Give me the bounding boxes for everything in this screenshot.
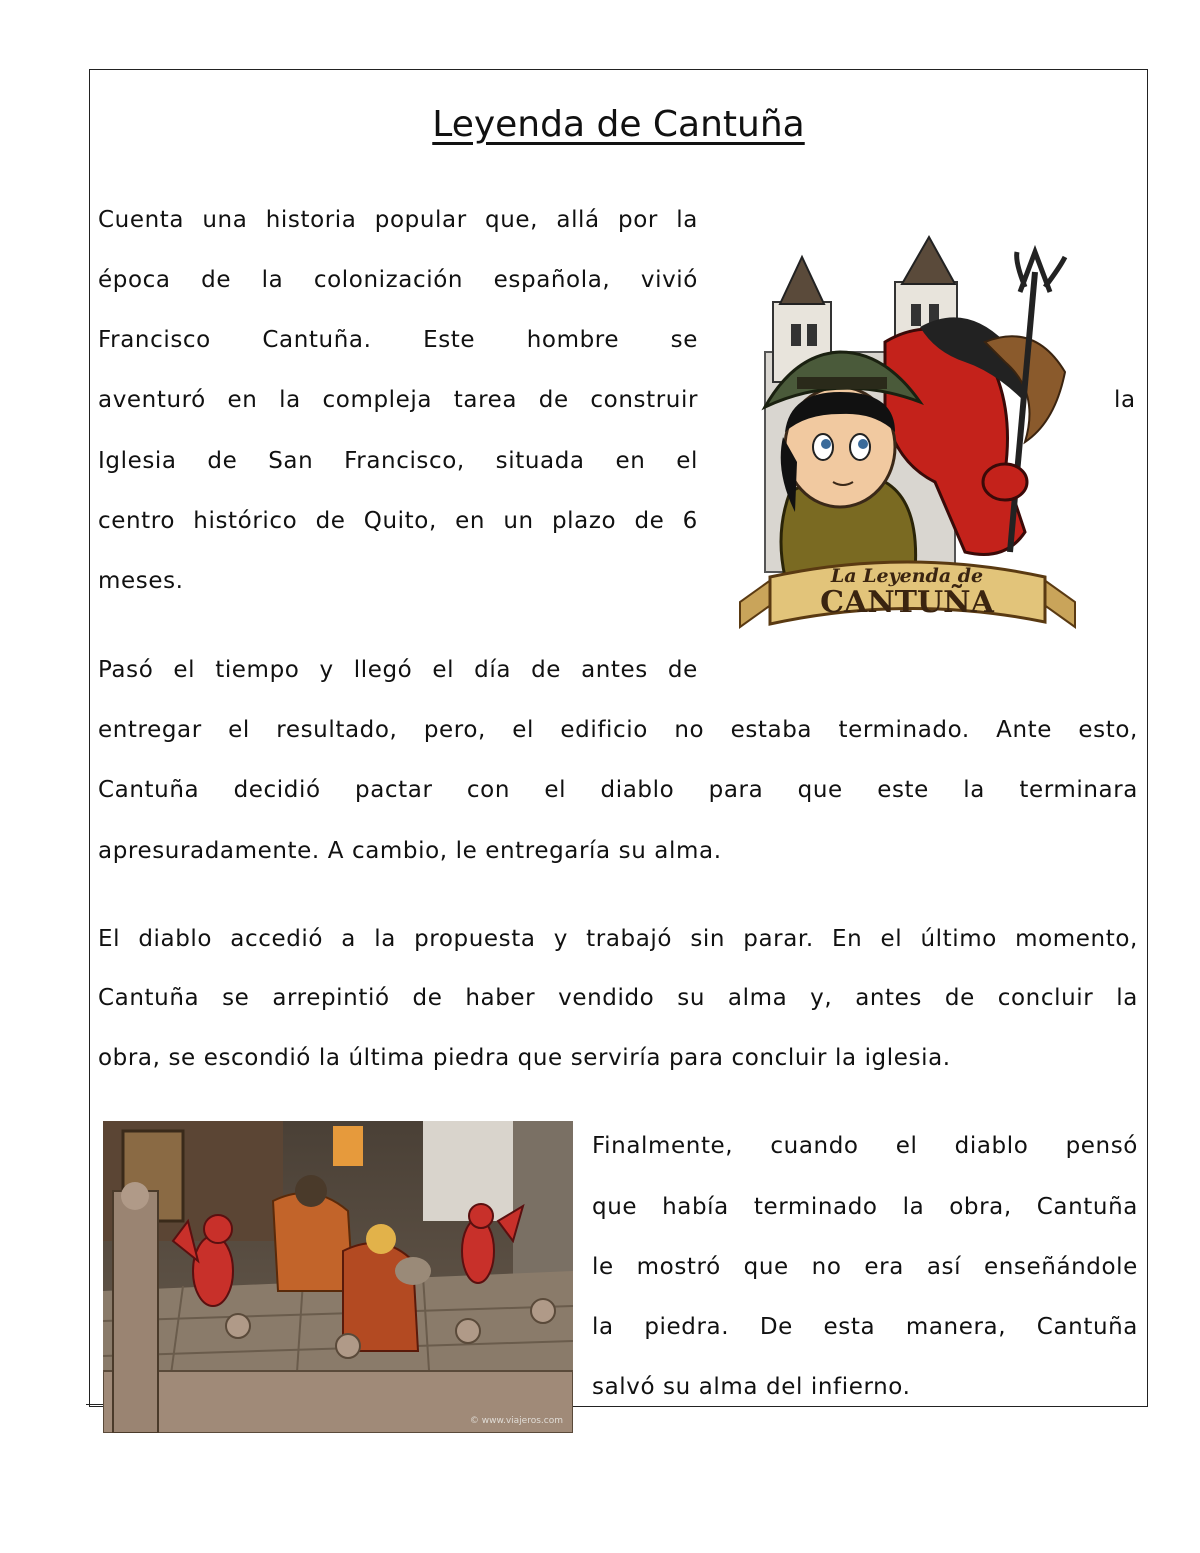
para4-line-2: que había terminado la obra, Cantuña [592, 1194, 1138, 1220]
para1-line-2: época de la colonización española, vivió [98, 267, 698, 293]
para4-line-1: Finalmente, cuando el diablo pensó [592, 1133, 1138, 1159]
para1-line-5: Iglesia de San Francisco, situada en el [98, 448, 698, 474]
para3-line-3: obra, se escondió la última piedra que serviría para concluir la iglesia. [98, 1045, 951, 1071]
para1-line-3: Francisco Cantuña. Este hombre se [98, 327, 698, 353]
para1-line-6: centro histórico de Quito, en un plazo de 6 [98, 508, 698, 534]
para4-line-5: salvó su alma del infierno. [592, 1374, 911, 1400]
para2-line-4: apresuradamente. A cambio, le entregaría su alma. [98, 838, 722, 864]
para3-line-2: Cantuña se arrepintió de haber vendido su alma y, antes de concluir la [98, 985, 1138, 1011]
banner-line-2: CANTUÑA [820, 585, 994, 620]
para4-line-4: la piedra. De esta manera, Cantuña [592, 1314, 1138, 1340]
diorama-photo [103, 1121, 573, 1433]
para1-line-4: aventuró en la compleja tarea de construir [98, 387, 698, 413]
para1-line-4b: la [1114, 387, 1136, 413]
photo-watermark: © www.viajeros.com [469, 1416, 563, 1426]
para2-line-3: Cantuña decidió pactar con el diablo para que este la terminara [98, 777, 1138, 803]
para2-line-1: Pasó el tiempo y llegó el día de antes de [98, 657, 698, 683]
para4-line-3: le mostró que no era así enseñándole [592, 1254, 1138, 1280]
border-tail [86, 1404, 103, 1405]
banner-line-1: La Leyenda de [830, 565, 984, 587]
page-title: Leyenda de Cantuña [432, 104, 805, 145]
cantuna-illustration [735, 232, 1080, 657]
para1-line-1: Cuenta una historia popular que, allá por la [98, 207, 698, 233]
para3-line-1: El diablo accedió a la propuesta y trabajó sin parar. En el último momento, [98, 926, 1138, 952]
para1-line-7: meses. [98, 568, 184, 594]
para2-line-2: entregar el resultado, pero, el edificio no estaba terminado. Ante esto, [98, 717, 1138, 743]
